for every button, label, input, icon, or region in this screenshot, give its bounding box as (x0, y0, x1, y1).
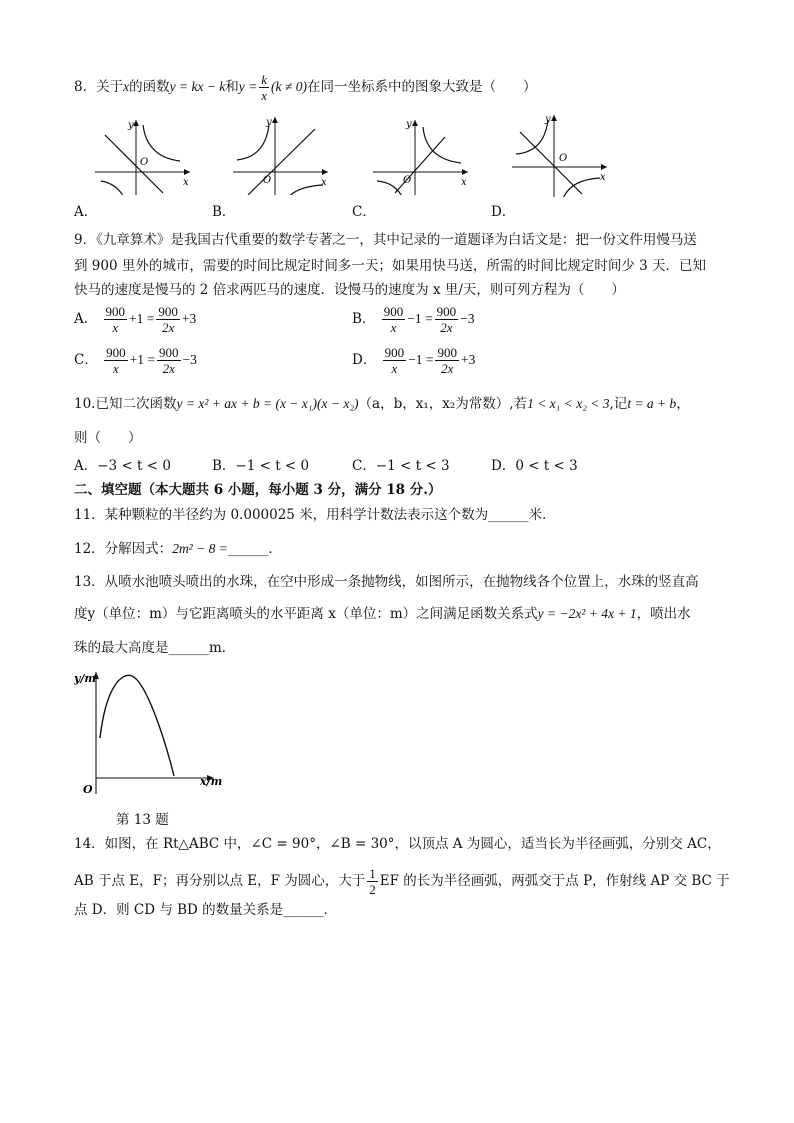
q13-origin: O (83, 783, 93, 796)
q10-func: y = x² + ax + b = (x − x₁)(x − x₂) (176, 396, 359, 411)
q8d-axis-x: x (600, 172, 606, 183)
q8c-axis-x: x (461, 177, 467, 188)
q12 (74, 539, 282, 559)
q8-text1: 的函数 (129, 79, 170, 95)
q9a-num2: 900 (158, 304, 178, 319)
q9b-op2: −3 (460, 311, 475, 326)
q9d-den2: 2x (441, 361, 454, 376)
q9b-num1: 900 (383, 304, 404, 319)
q11: 11．某种颗粒的半径约为 0.000025 米，用科学计数法表示这个数为______米． (74, 507, 556, 523)
q9-option-d (352, 345, 475, 376)
q9a-den2: 2x (162, 320, 175, 335)
q9b-den1: x (390, 320, 397, 335)
q10-tail: ,记 (609, 396, 628, 412)
q10-tdef: t = a + b (627, 396, 677, 411)
q12-blank: ______ (227, 541, 269, 557)
q8c-origin: O (403, 175, 412, 186)
q8-text2: 在同一坐标系中的图象大致是（ ） (306, 79, 537, 95)
q9d-op1: −1 = (408, 352, 434, 367)
q9b-op1: −1 = (407, 311, 433, 326)
q13-line2 (74, 604, 691, 624)
q8-number: 8．关于 (74, 79, 124, 95)
q9d-label: D． (352, 352, 377, 368)
section-2-heading: 二、填空题（本大题共 6 小题，每小题 3 分，满分 18 分.） (74, 482, 442, 498)
q9-line1: 9．《九章算术》是我国古代重要的数学专著之一，其中记录的一道题译为白话文是：把一份文件用慢马送 (74, 232, 697, 248)
q10-comma: ， (676, 396, 690, 412)
q8-graph-b (233, 115, 333, 195)
q9c-op2: −3 (182, 352, 197, 367)
q8-option-a: A． (74, 204, 98, 220)
q8-func2-fraction (259, 72, 269, 103)
q8c-axis-y: y (406, 119, 412, 130)
q9b-label: B． (352, 311, 376, 327)
q13-x-label: x/m (200, 775, 223, 788)
q10-stem (74, 394, 690, 414)
q8-option-d: D． (491, 204, 516, 220)
q9-option-c (74, 345, 197, 376)
q8-var-x: x (123, 79, 130, 94)
q10-ineq: 1 < x₁ < x₂ < 3 (527, 396, 610, 411)
q13-line1: 13．从喷水池喷头喷出的水珠，在空中形成一条抛物线，如图所示，在抛物线各个位置上，水珠的竖直高 (74, 574, 699, 590)
q8-graph-a (95, 115, 195, 195)
q9a-op2: +3 (181, 311, 197, 326)
q9c-den1: x (113, 361, 119, 376)
q9c-op1: +1 = (129, 352, 155, 367)
q9-line2: 到 900 里外的城市，需要的时间比规定时间多一天；如果用快马送，所需的时间比规定时间少 3 天．已知 (74, 258, 707, 274)
q9a-den1: x (112, 320, 119, 335)
q8b-origin: O (263, 175, 272, 186)
q9d-op2: +3 (460, 352, 476, 367)
q9d-num1: 900 (384, 345, 405, 360)
q9a-op1: +1 = (129, 311, 155, 326)
q12-end: ． (268, 541, 282, 557)
q9b-den2: 2x (440, 320, 453, 335)
q9d-num2: 900 (437, 345, 457, 360)
q8-func2-lhs: y = (238, 79, 258, 94)
q10-option-d: D．0 < t < 3 (491, 458, 578, 474)
q8-graph-c (373, 115, 473, 195)
q14-line2b: EF 的长为半径画弧，两弧交于点 P，作射线 AP 交 BC 于 (379, 873, 730, 889)
q9a-label: A． (74, 311, 98, 327)
q9c-num1: 900 (106, 345, 126, 360)
q8-and: 和 (225, 79, 239, 95)
q14-line2 (74, 866, 730, 897)
q8-option-c: C． (352, 204, 376, 220)
q9b-num2: 900 (436, 304, 457, 319)
q8-frac-num: k (261, 72, 268, 87)
q8b-axis-x: x (321, 177, 327, 188)
q10-option-b: B．−1 < t < 0 (212, 458, 310, 474)
q13-line2a: 度y（单位：m）与它距离喷头的水平距离 x（单位：m）之间满足函数关系式 (74, 606, 538, 622)
q8d-axis-y: y (545, 114, 551, 125)
q8-frac-den: x (261, 88, 268, 103)
q8-func1: y = kx − k (169, 79, 226, 94)
q9c-den2: 2x (162, 361, 175, 376)
q10-number: 10.已知二次函数 (74, 396, 177, 412)
q13-line2b: ，喷出水 (636, 606, 691, 622)
q12-prefix: 12．分解因式： (74, 541, 173, 557)
q13-figure (74, 666, 234, 796)
q9c-label: C． (74, 352, 98, 368)
q8-stem (74, 72, 536, 103)
q13-y-label: y/m (74, 672, 97, 685)
q8b-axis-y: y (266, 117, 272, 128)
q8a-axis-x: x (183, 177, 189, 188)
q10-option-a: A．−3 < t < 0 (74, 458, 171, 474)
q10-line2: 则（ ） (74, 430, 142, 446)
q9-line3: 快马的速度是慢马的 2 倍求两匹马的速度．设慢马的速度为 x 里/天，则可列方程为（ ） (74, 282, 625, 298)
q14-line3: 点 D．则 CD 与 BD 的数量关系是______． (74, 902, 338, 918)
q9d-den1: x (391, 361, 398, 376)
q10-option-c: C．−1 < t < 3 (352, 458, 450, 474)
q14-line1: 14．如图，在 Rt△ABC 中，∠C = 90°，∠B = 30°，以顶点 A 为圆心，适当长为半径画弧，分别交 AC， (74, 836, 721, 852)
q9-option-a (74, 304, 196, 335)
q12-expr: 2m² − 8 = (172, 541, 228, 556)
q8a-origin: O (140, 157, 149, 168)
q8-option-b: B． (212, 204, 236, 220)
q9-option-b (352, 304, 474, 335)
q13-line3: 珠的最大高度是______m． (74, 640, 236, 656)
q13-caption: 第 13 题 (116, 812, 169, 828)
q14-half-den: 2 (369, 882, 376, 897)
q8d-origin: O (559, 153, 568, 164)
q8-condition: (k ≠ 0) (271, 79, 307, 94)
q14-half-num: 1 (369, 866, 376, 881)
q8-graph-d (512, 112, 612, 197)
q9c-num2: 900 (159, 345, 179, 360)
q10-params: （a，b，x₁，x₂为常数）,若 (358, 396, 528, 412)
q14-line2a: AB 于点 E，F；再分别以点 E，F 为圆心，大于 (74, 873, 366, 889)
q9a-num1: 900 (105, 304, 126, 319)
q13-func: y = −2x² + 4x + 1 (537, 606, 637, 621)
q8a-axis-y: y (128, 120, 134, 131)
